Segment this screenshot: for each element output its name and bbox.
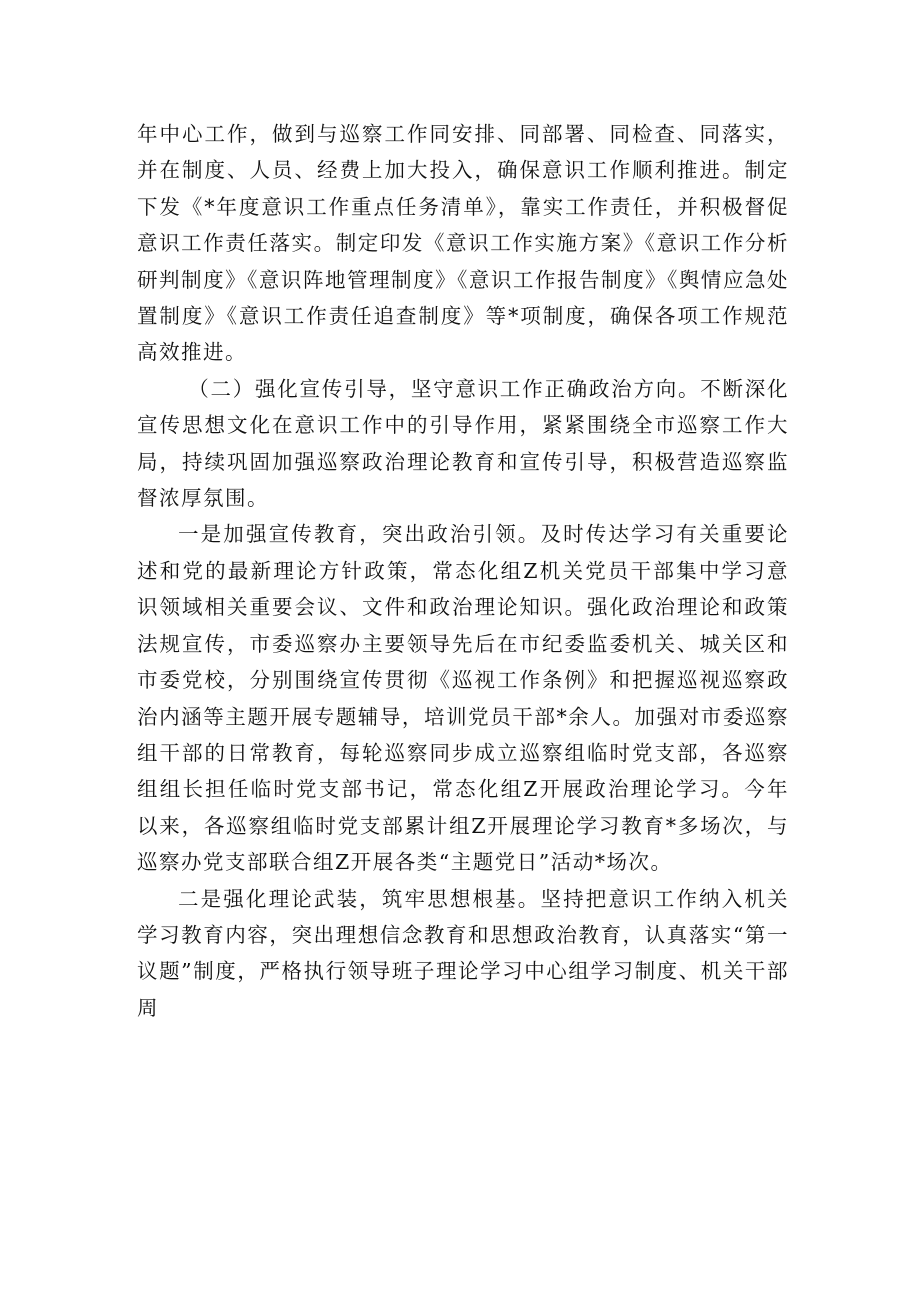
paragraph-theory-armament: 二是强化理论武装，筑牢思想根基。坚持把意识工作纳入机关学习教育内容，突出理想信念教育和思想政治教育，认真落实“第一议题”制度，严格执行领导班子理论学习中心组学习制度、机关干部周 [137,886,789,1020]
paragraph-continuation: 年中心工作，做到与巡察工作同安排、同部署、同检查、同落实，并在制度、人员、经费上加大投入，确保意识工作顺利推进。制定下发《*年度意识工作重点任务清单》，靠实工作责任，并积极督促意识工作责任落实。制定印发《意识工作实施方案》《意识工作分析研判制度》《意识阵地管理制度》《意识工作报告制度》《舆情应急处置制度》《意识工作责任追查制度》等*项制度，确保各项工作规范高效推进。 [137,122,789,365]
paragraph-publicity-education: 一是加强宣传教育，突出政治引领。及时传达学习有关重要论述和党的最新理论方针政策，常态化组Z机关党员干部集中学习意识领域相关重要会议、文件和政治理论知识。强化政治理论和政策法规宣传，市委巡察办主要领导先后在市纪委监委机关、城关区和市委党校，分别围绕宣传贯彻《巡视工作条例》和把握巡视巡察政治内涵等主题开展专题辅导，培训党员干部*余人。加强对市委巡察组干部的日常教育，每轮巡察同步成立巡察组临时党支部，各巡察组组长担任临时党支部书记，常态化组Z开展政治理论学习。今年以来，各巡察组临时党支部累计组Z开展理论学习教育*多场次，与巡察办党支部联合组Z开展各类“主题党日”活动*场次。 [137,522,789,875]
document-body [137,116,789,1026]
section-heading-paragraph: （二）强化宣传引导，坚守意识工作正确政治方向。不断深化宣传思想文化在意识工作中的引导作用，紧紧围绕全市巡察工作大局，持续巩固加强巡察政治理论教育和宣传引导，积极营造巡察监督浓厚氛围。 [137,376,789,511]
